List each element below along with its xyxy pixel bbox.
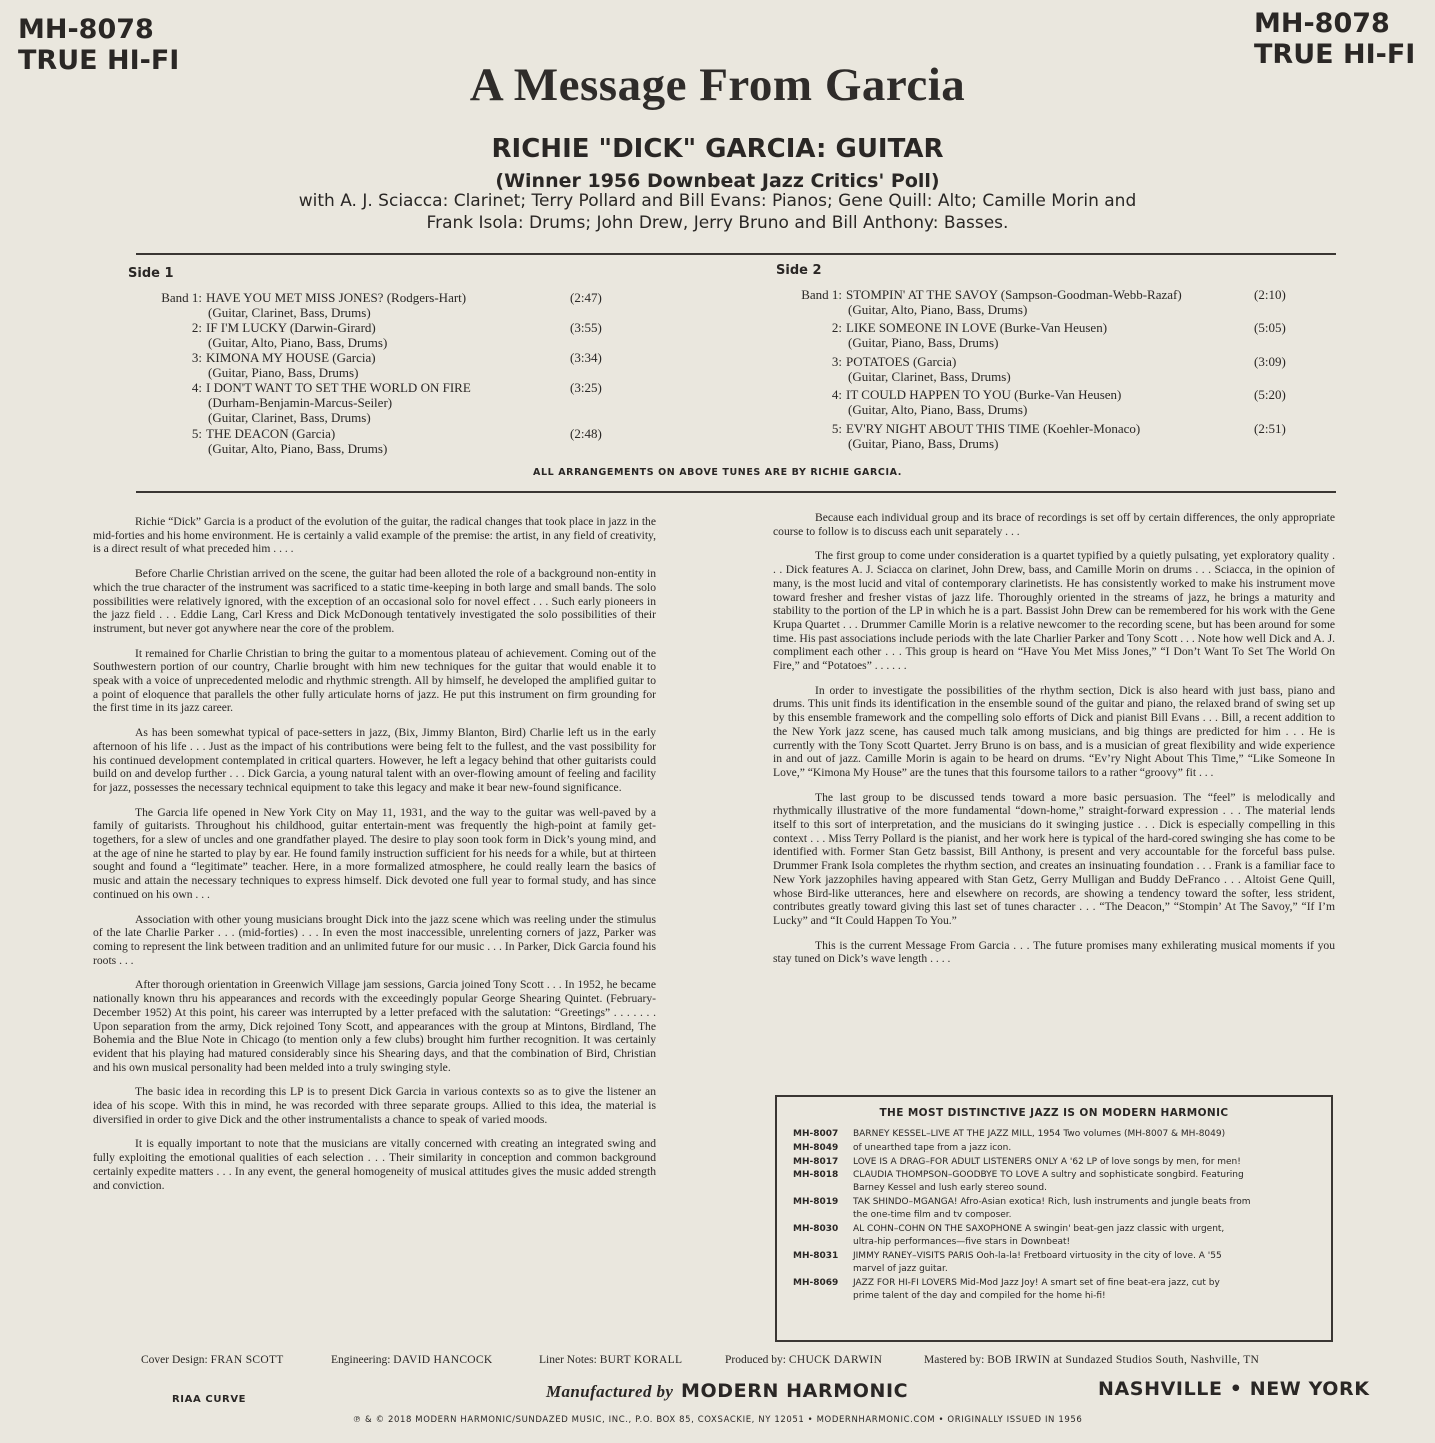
band-number: Band 1: (161, 290, 202, 305)
credit-value: CHUCK DARWIN (788, 1354, 883, 1366)
catalog-item-text: LOVE IS A DRAG–FOR ADULT LISTENERS ONLY A '62 LP of love songs by men, for men! (853, 1157, 1241, 1167)
track-instruments: (Guitar, Clarinet, Bass, Drums) (208, 305, 371, 320)
catalog-item-text: marvel of jazz guitar. (853, 1264, 948, 1274)
band-number: 5: (191, 426, 202, 441)
track-instruments: (Guitar, Alto, Piano, Bass, Drums) (208, 335, 388, 350)
catalog-number: MH-8078 (1254, 8, 1390, 39)
credit-liner-notes (539, 1354, 682, 1366)
poll-line: (Winner 1956 Downbeat Jazz Critics' Poll) (495, 170, 940, 192)
credit-label: Liner Notes: (539, 1354, 597, 1366)
track-title: HAVE YOU MET MISS JONES? (Rodgers-Hart) (206, 290, 467, 305)
credit-label: Mastered by: (924, 1354, 985, 1366)
liner-paragraph: It is equally important to note that the musicians are vitally concerned with creating an integrated swing and fully exploiting the emotional qualities of each selection . . . Their similarity in conception and common background certainly expedite matters . . . In any event, the general homogeneity of musical attitudes gives the music added strength and conviction. (93, 1137, 656, 1192)
catalog-item-number: MH-8030 (793, 1224, 839, 1234)
liner-paragraph: The first group to come under consideration is a quartet typified by a quietly pulsating, yet exploratory quality . . . Dick features A. J. Sciacca on clarinet, John Drew, bass, and Camille Morin on drums . . . Sciacca, in the opinion of many, is the most lucid and vital of contemporary clarinetists. He has consistently worked to make his instrument move toward fresher and fresher vistas of jazz life. Thoroughly oriented in the streams of jazz, he brings a maturity and stability to the portion of the LP in which he is a part. Bassist John Drew can be remembered for his work with the Gene Krupa Quartet . . . Drummer Camille Morin is a relative newcomer to the recording scene, but has been around for some time. His past associations include periods with the late Charlier Parker and Tony Scott . . . Note how well Dick and A. J. compliment each other . . . This group is heard on “Have You Met Miss Jones,” “I Don’t Want To Set The World On Fire,” and “Potatoes” . . . . . . (773, 549, 1335, 673)
track-title: THE DEACON (Garcia) (206, 426, 336, 441)
track-instruments: (Guitar, Clarinet, Bass, Drums) (208, 410, 371, 425)
credit-value: DAVID HANCOCK (393, 1354, 493, 1366)
track-composers: (Durham-Benjamin-Marcus-Seiler) (208, 395, 393, 410)
band-number: 4: (831, 387, 842, 402)
liner-paragraph: In order to investigate the possibilities of the rhythm section, Dick is also heard with just bass, piano and drums. This unit finds its identification in the ensemble sound of the guitar and piano, the relaxed brand of swing set up by this ensemble framework and the compelling solo efforts of Dick and pianist Bill Evans . . . Bill, a recent addition to the New York jazz scene, has caused much talk among musicians, and big things are predicted for him . . . He is currently with the Tony Scott Quartet. Jerry Bruno is on bass, and is a musician of great flexibility and wide experience in and out of jazz. Camille Morin is again to be heard on drums. “Ev’ry Night About This Time,” “Like Someone In Love,” “Kimona My House” are the tunes that this foursome tailors to a rather “groovy” fit . . . (773, 683, 1335, 779)
catalog-box-header: THE MOST DISTINCTIVE JAZZ IS ON MODERN HARMONIC (879, 1107, 1229, 1119)
liner-paragraph: This is the current Message From Garcia . . . The future promises many exhilerating musical moments if you stay tuned on Dick’s wave length . . . . (773, 938, 1335, 966)
track-instruments: (Guitar, Alto, Piano, Bass, Drums) (208, 441, 388, 456)
band-number: 2: (191, 320, 202, 335)
track-duration: (5:20) (1254, 387, 1286, 402)
track-title: IF I'M LUCKY (Darwin-Girard) (206, 320, 376, 335)
track-title: I DON'T WANT TO SET THE WORLD ON FIRE (206, 380, 471, 395)
personnel-line: Frank Isola: Drums; John Drew, Jerry Bruno and Bill Anthony: Basses. (426, 213, 1009, 233)
track-duration: (3:55) (570, 320, 602, 335)
catalog-item-text: BARNEY KESSEL–LIVE AT THE JAZZ MILL, 1954 Two volumes (MH-8007 & MH-8049) (853, 1129, 1226, 1139)
credit-engineering (331, 1354, 493, 1366)
riaa-curve: RIAA CURVE (172, 1394, 247, 1405)
catalog-item-text: Barney Kessel and lush early stereo sound. (853, 1183, 1047, 1193)
liner-paragraph: The Garcia life opened in New York City on May 11, 1931, and the way to the guitar was well-paved by a family of guitarists. Throughout his childhood, guitar entertain-ment was frequently the high-point at family get-togethers, for a slew of uncles and one grandfather played. The desire to play soon took form in Dick’s young mind, and at the age of nine he started to play by ear. He found family instruction sufficient for his needs for a while, but at thirteen sought and found a “legitimate” teacher. Here, in a more formalized atmosphere, he could really learn the basics of music and attain the necessary techniques to express himself. Dick devoted one full year to formal study, and has since continued on his own . . . (93, 805, 656, 901)
track-instruments: (Guitar, Piano, Bass, Drums) (848, 436, 999, 451)
track-duration: (5:05) (1254, 320, 1286, 335)
catalog-number: MH-8078 (18, 14, 154, 45)
band-number: 2: (831, 320, 842, 335)
credit-label: Engineering: (331, 1354, 391, 1366)
liner-paragraph: Before Charlie Christian arrived on the scene, the guitar had been alloted the role of a background non-entity in which the true character of the instrument was sacrificed to a static time-keeping in both large and small bands. The solo possibilities were relatively ignored, with the exception of an occasional solo for novel effect . . . Such early pioneers in the jazz field . . . Eddie Lang, Carl Kress and Dick McDonough tentatively investigated the solo possibilities of their instrument, but never got anywhere near the core of the problem. (93, 567, 656, 635)
catalog-item-text: TAK SHINDO–MGANGA! Afro-Asian exotica! Rich, lush instruments and jungle beats from (853, 1197, 1251, 1207)
liner-paragraph: The basic idea in recording this LP is to present Dick Garcia in various contexts so as to give the listener an idea of his scope. With this in mind, he was recorded with three separate groups. Allied to this idea, the material is diversified in order to give Dick and the other instrumentalists a chance to speak of varied moods. (93, 1085, 656, 1126)
track-duration: (2:48) (570, 426, 602, 441)
credit-producer (725, 1354, 882, 1366)
catalog-item-number: MH-8017 (793, 1157, 839, 1167)
side1-header: Side 1 (128, 266, 174, 281)
middle-divider (136, 491, 1336, 493)
band-number: 3: (831, 354, 842, 369)
track-duration: (2:47) (570, 290, 602, 305)
catalog-item-text: AL COHN–COHN ON THE SAXOPHONE A swingin' beat-gen jazz classic with urgent, (853, 1224, 1225, 1234)
personnel (250, 190, 1185, 234)
track-title: POTATOES (Garcia) (846, 354, 957, 369)
catalog-box (775, 1095, 1333, 1342)
track-duration: (2:51) (1254, 421, 1286, 436)
credit-value: BURT KORALL (599, 1354, 683, 1366)
track-title: EV'RY NIGHT ABOUT THIS TIME (Koehler-Monaco) (846, 421, 1141, 436)
band-number: 3: (191, 350, 202, 365)
liner-paragraph: It remained for Charlie Christian to bring the guitar to a momentous plateau of achievement. Coming out of the Southwestern portion of our country, Charlie brought with him new techniques for the guitar that would enable it to speak with a voice of unprecedented melodic and rhythmic strength. All by himself, he developed the amplified guitar to a point of eloquence that parallels the other fully articulate horns of jazz. He put this instrument on firm grounding for the first time in its jazz career. (93, 646, 656, 715)
liner-notes-right (773, 511, 1335, 977)
artist-line: RICHIE "DICK" GARCIA: GUITAR (491, 134, 944, 164)
catalog-item-text: prime talent of the day and compiled for the home hi-fi! (853, 1291, 1106, 1301)
catalog-item-number: MH-8007 (793, 1129, 839, 1139)
catalog-item-number: MH-8018 (793, 1170, 839, 1180)
catalog-item-text: CLAUDIA THOMPSON–GOODBYE TO LOVE A sultry and sophisticate songbird. Featuring (853, 1170, 1244, 1180)
track-title: STOMPIN' AT THE SAVOY (Sampson-Goodman-Webb-Razaf) (846, 287, 1182, 302)
catalog-item-text: JIMMY RANEY–VISITS PARIS Ooh-la-la! Fretboard virtuosity in the city of love. A '55 (853, 1251, 1222, 1261)
format-label: TRUE HI-FI (1254, 39, 1416, 70)
track-instruments: (Guitar, Alto, Piano, Bass, Drums) (848, 302, 1028, 317)
track-instruments: (Guitar, Piano, Bass, Drums) (208, 365, 359, 380)
liner-paragraph: As has been somewhat typical of pace-setters in jazz, (Bix, Jimmy Blanton, Bird) Charlie left us in the early afternoon of his life . . . Just as the impact of his contributions were being felt to the fullest, and the vast possibility for his continued development contemplated in critical quarters. However, he left a legacy behind that other guitarists could build on and develop further . . . Dick Garcia, a young natural talent with an over-flowing amount of feeling and facility for jazz, possesses the necessary technical equipment to take this legacy and make it bear new-found significance. (93, 726, 656, 794)
track-duration: (3:25) (570, 380, 602, 395)
band-number: 5: (831, 421, 842, 436)
label-name: MODERN HARMONIC (681, 1380, 909, 1402)
liner-paragraph: Richie “Dick” Garcia is a product of the evolution of the guitar, the radical changes that took place in jazz in the mid-forties and his home environment. He is certainly a valid example of the premise: the artist, in any field of creativity, is a direct result of what preceded him . . . . (93, 515, 656, 556)
catalog-item-text: ultra-hip performances—five stars in Downbeat! (853, 1237, 1071, 1247)
personnel-line: with A. J. Sciacca: Clarinet; Terry Pollard and Bill Evans: Pianos; Gene Quill: Alto; Camille Morin and (298, 191, 1137, 211)
liner-paragraph: After thorough orientation in Greenwich Village jam sessions, Garcia joined Tony Scott . . . In 1952, he became nationally known thru his appearances and records with the exceedingly popular George Shearing Quintet. (February-December 1952) At this point, his career was interrupted by a letter prefaced with the salutation: “Greetings” . . . . . . . Upon separation from the army, Dick rejoined Tony Scott, and appearances with the group at Mintons, Birdland, The Bohemia and the Blue Note in Chicago (to mention only a few clubs) brought him further recognition. It was certainly evident that his playing had matured considerably since his Shearing days, and that the combination of Bird, Christian and his own musical personality had been melded into a truly swinging style. (93, 978, 656, 1074)
copyright-line: ℗ & © 2018 MODERN HARMONIC/SUNDAZED MUSIC, INC., P.O. BOX 85, COXSACKIE, NY 12051 • MODERNHARMONIC.COM • ORIGINALLY ISSUED IN 1956 (352, 1415, 1083, 1425)
credit-value: BOB IRWIN at Sundazed Studios South, Nashville, TN (987, 1354, 1260, 1366)
catalog-item-number: MH-8019 (793, 1197, 839, 1207)
credit-cover (141, 1354, 284, 1366)
track-title: IT COULD HAPPEN TO YOU (Burke-Van Heusen) (846, 387, 1122, 402)
cities: NASHVILLE • NEW YORK (1098, 1378, 1370, 1400)
track-instruments: (Guitar, Alto, Piano, Bass, Drums) (848, 402, 1028, 417)
manufactured-by: Manufactured by (546, 1382, 674, 1401)
track-duration: (2:10) (1254, 287, 1286, 302)
catalog-item-number: MH-8049 (793, 1143, 839, 1153)
format-label: TRUE HI-FI (18, 45, 180, 76)
track-title: LIKE SOMEONE IN LOVE (Burke-Van Heusen) (846, 320, 1108, 335)
credit-value: FRAN SCOTT (210, 1354, 284, 1366)
arrangements-note: ALL ARRANGEMENTS ON ABOVE TUNES ARE BY RICHIE GARCIA. (533, 467, 902, 478)
catalog-item-text: of unearthed tape from a jazz icon. (853, 1143, 1012, 1153)
track-duration: (3:34) (570, 350, 602, 365)
track-duration: (3:09) (1254, 354, 1286, 369)
liner-paragraph: Because each individual group and its brace of recordings is set off by certain differences, the only appropriate course to follow is to discuss each unit separately . . . (773, 511, 1335, 538)
credit-label: Produced by: (725, 1354, 787, 1366)
liner-paragraph: Association with other young musicians brought Dick into the jazz scene which was reeling under the stimulus of the late Charlie Parker . . . (mid-forties) . . . In even the most inaccessible, unrelenting corners of jazz, Parker was coming to represent the link between tradition and an unlimited future for our music . . . In Parker, Dick Garcia found his roots . . . (93, 912, 656, 967)
credit-mastering (924, 1354, 1259, 1366)
catalog-item-number: MH-8069 (793, 1278, 839, 1288)
track-title: KIMONA MY HOUSE (Garcia) (206, 350, 376, 365)
credit-label: Cover Design: (141, 1354, 208, 1366)
album-title: A Message From Garcia (469, 59, 966, 111)
catalog-item-number: MH-8031 (793, 1251, 839, 1261)
track-instruments: (Guitar, Piano, Bass, Drums) (848, 335, 999, 350)
catalog-item-text: the one-time film and tv composer. (853, 1210, 1012, 1220)
side2-header: Side 2 (776, 263, 822, 278)
liner-paragraph: The last group to be discussed tends toward a more basic persuasion. The “feel” is melodically and rhythmically illustrative of the more fundamental “down-home,” straight-forward expression . . . The material lends itself to this sort of interpretation, and the musicians do it swinging justice . . . Dick is especially compelling in this context . . . Miss Terry Pollard is the pianist, and her work here is typical of the hard-cored swinging she has come to be identified with. Former Stan Getz bassist, Bill Anthony, is present and very accountable for the forceful bass pulse. Drummer Frank Isola completes the rhythm section, and creates an insinuating foundation . . . Frank is a familiar face to New York jazzophiles having appeared with Stan Getz, Gerry Mulligan and Buddy DeFranco . . . Altoist Gene Quill, whose Bird-like utterances, here and elsewhere on records, are showing a tendency toward the softer, less strident, contributes greatly toward giving this last set of tunes character . . . “The Deacon,” “Stompin’ At The Savoy,” “If I’m Lucky” and “It Could Happen To You.” (773, 790, 1335, 927)
catalog-item-text: JAZZ FOR HI-FI LOVERS Mid-Mod Jazz Joy! A smart set of fine beat-era jazz, cut by (853, 1278, 1220, 1288)
liner-notes-left (93, 515, 656, 1203)
top-divider (136, 253, 1336, 255)
band-number: Band 1: (801, 287, 842, 302)
track-instruments: (Guitar, Clarinet, Bass, Drums) (848, 369, 1011, 384)
band-number: 4: (191, 380, 202, 395)
